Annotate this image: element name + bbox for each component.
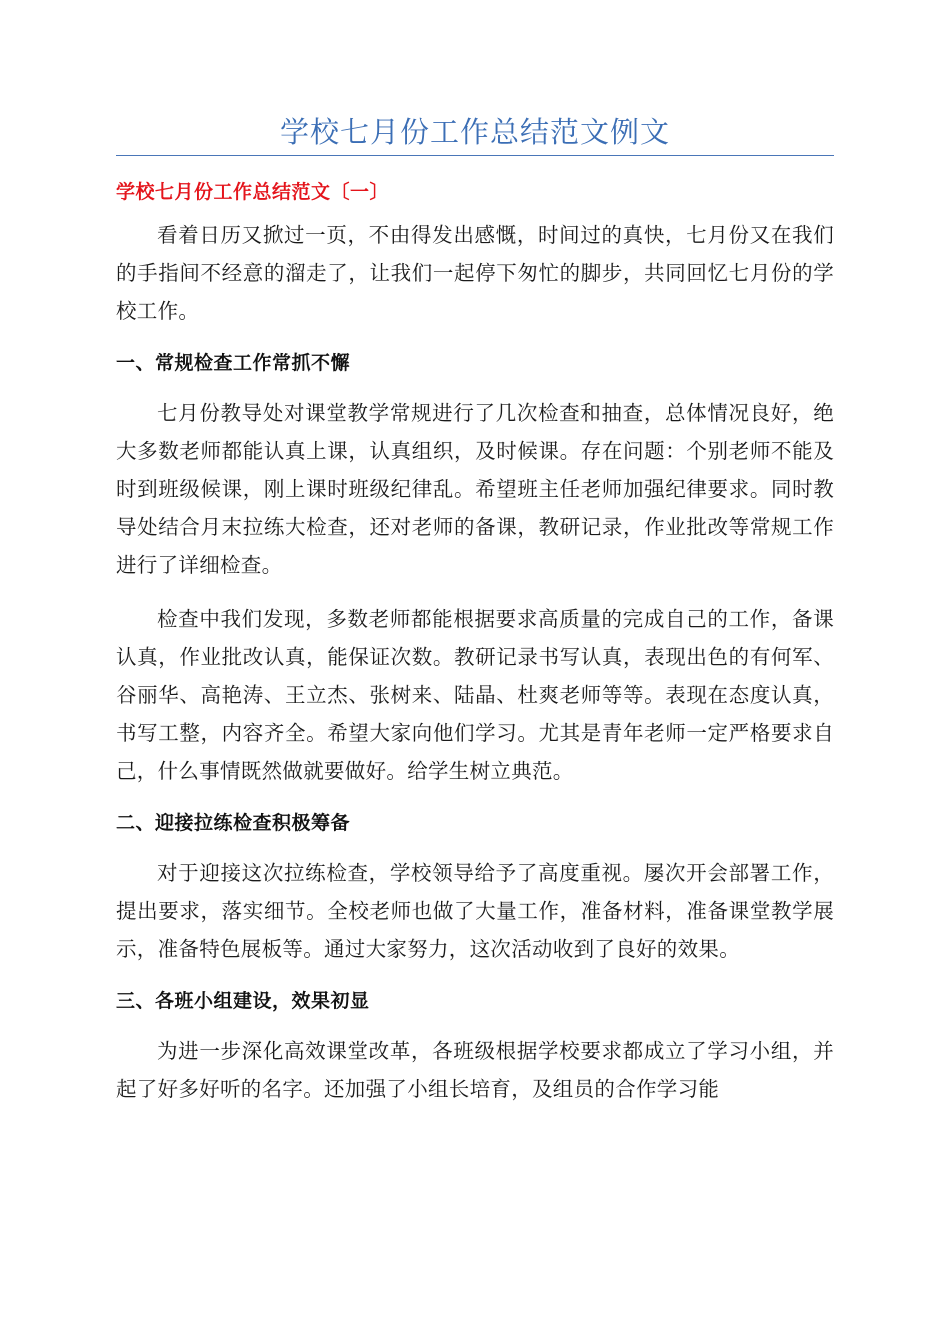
section-3-paragraph-1: 为进一步深化高效课堂改革，各班级根据学校要求都成立了学习小组，并起了好多好听的名字。还加强了小组长培育，及组员的合作学习能 <box>116 1039 834 1101</box>
document-subtitle: 学校七月份工作总结范文〔一〕 <box>116 181 390 203</box>
document-title: 学校七月份工作总结范文例文 <box>279 115 670 149</box>
intro-paragraph: 看着日历又掀过一页，不由得发出感慨，时间过的真快，七月份又在我们的手指间不经意的溜走了，让我们一起停下匆忙的脚步，共同回忆七月份的学校工作。 <box>116 223 834 323</box>
section-2-heading: 二、迎接拉练检查积极筹备 <box>116 812 351 834</box>
section-2-paragraph-1: 对于迎接这次拉练检查，学校领导给予了高度重视。屡次开会部署工作，提出要求，落实细节。全校老师也做了大量工作，准备材料，准备课堂教学展示，准备特色展板等。通过大家努力，这次活动收到了良好的效果。 <box>116 861 834 961</box>
section-1-heading: 一、常规检查工作常抓不懈 <box>116 352 351 374</box>
section-3-heading: 三、各班小组建设，效果初显 <box>116 990 370 1012</box>
document-body <box>116 172 834 1124</box>
section-1-paragraph-1: 七月份教导处对课堂教学常规进行了几次检查和抽查，总体情况良好，绝大多数老师都能认真上课，认真组织，及时候课。存在问题：个别老师不能及时到班级候课，刚上课时班级纪律乱。希望班主任老师加强纪律要求。同时教导处结合月末拉练大检查，还对老师的备课，教研记录，作业批改等常规工作进行了详细检查。 <box>116 401 834 577</box>
title-underline <box>116 155 834 156</box>
section-1-paragraph-2: 检查中我们发现，多数老师都能根据要求高质量的完成自己的工作，备课认真，作业批改认真，能保证次数。教研记录书写认真，表现出色的有何军、谷丽华、高艳涛、王立杰、张树来、陆晶、杜爽老师等等。表现在态度认真，书写工整，内容齐全。希望大家向他们学习。尤其是青年老师一定严格要求自己，什么事情既然做就要做好。给学生树立典范。 <box>116 607 834 783</box>
